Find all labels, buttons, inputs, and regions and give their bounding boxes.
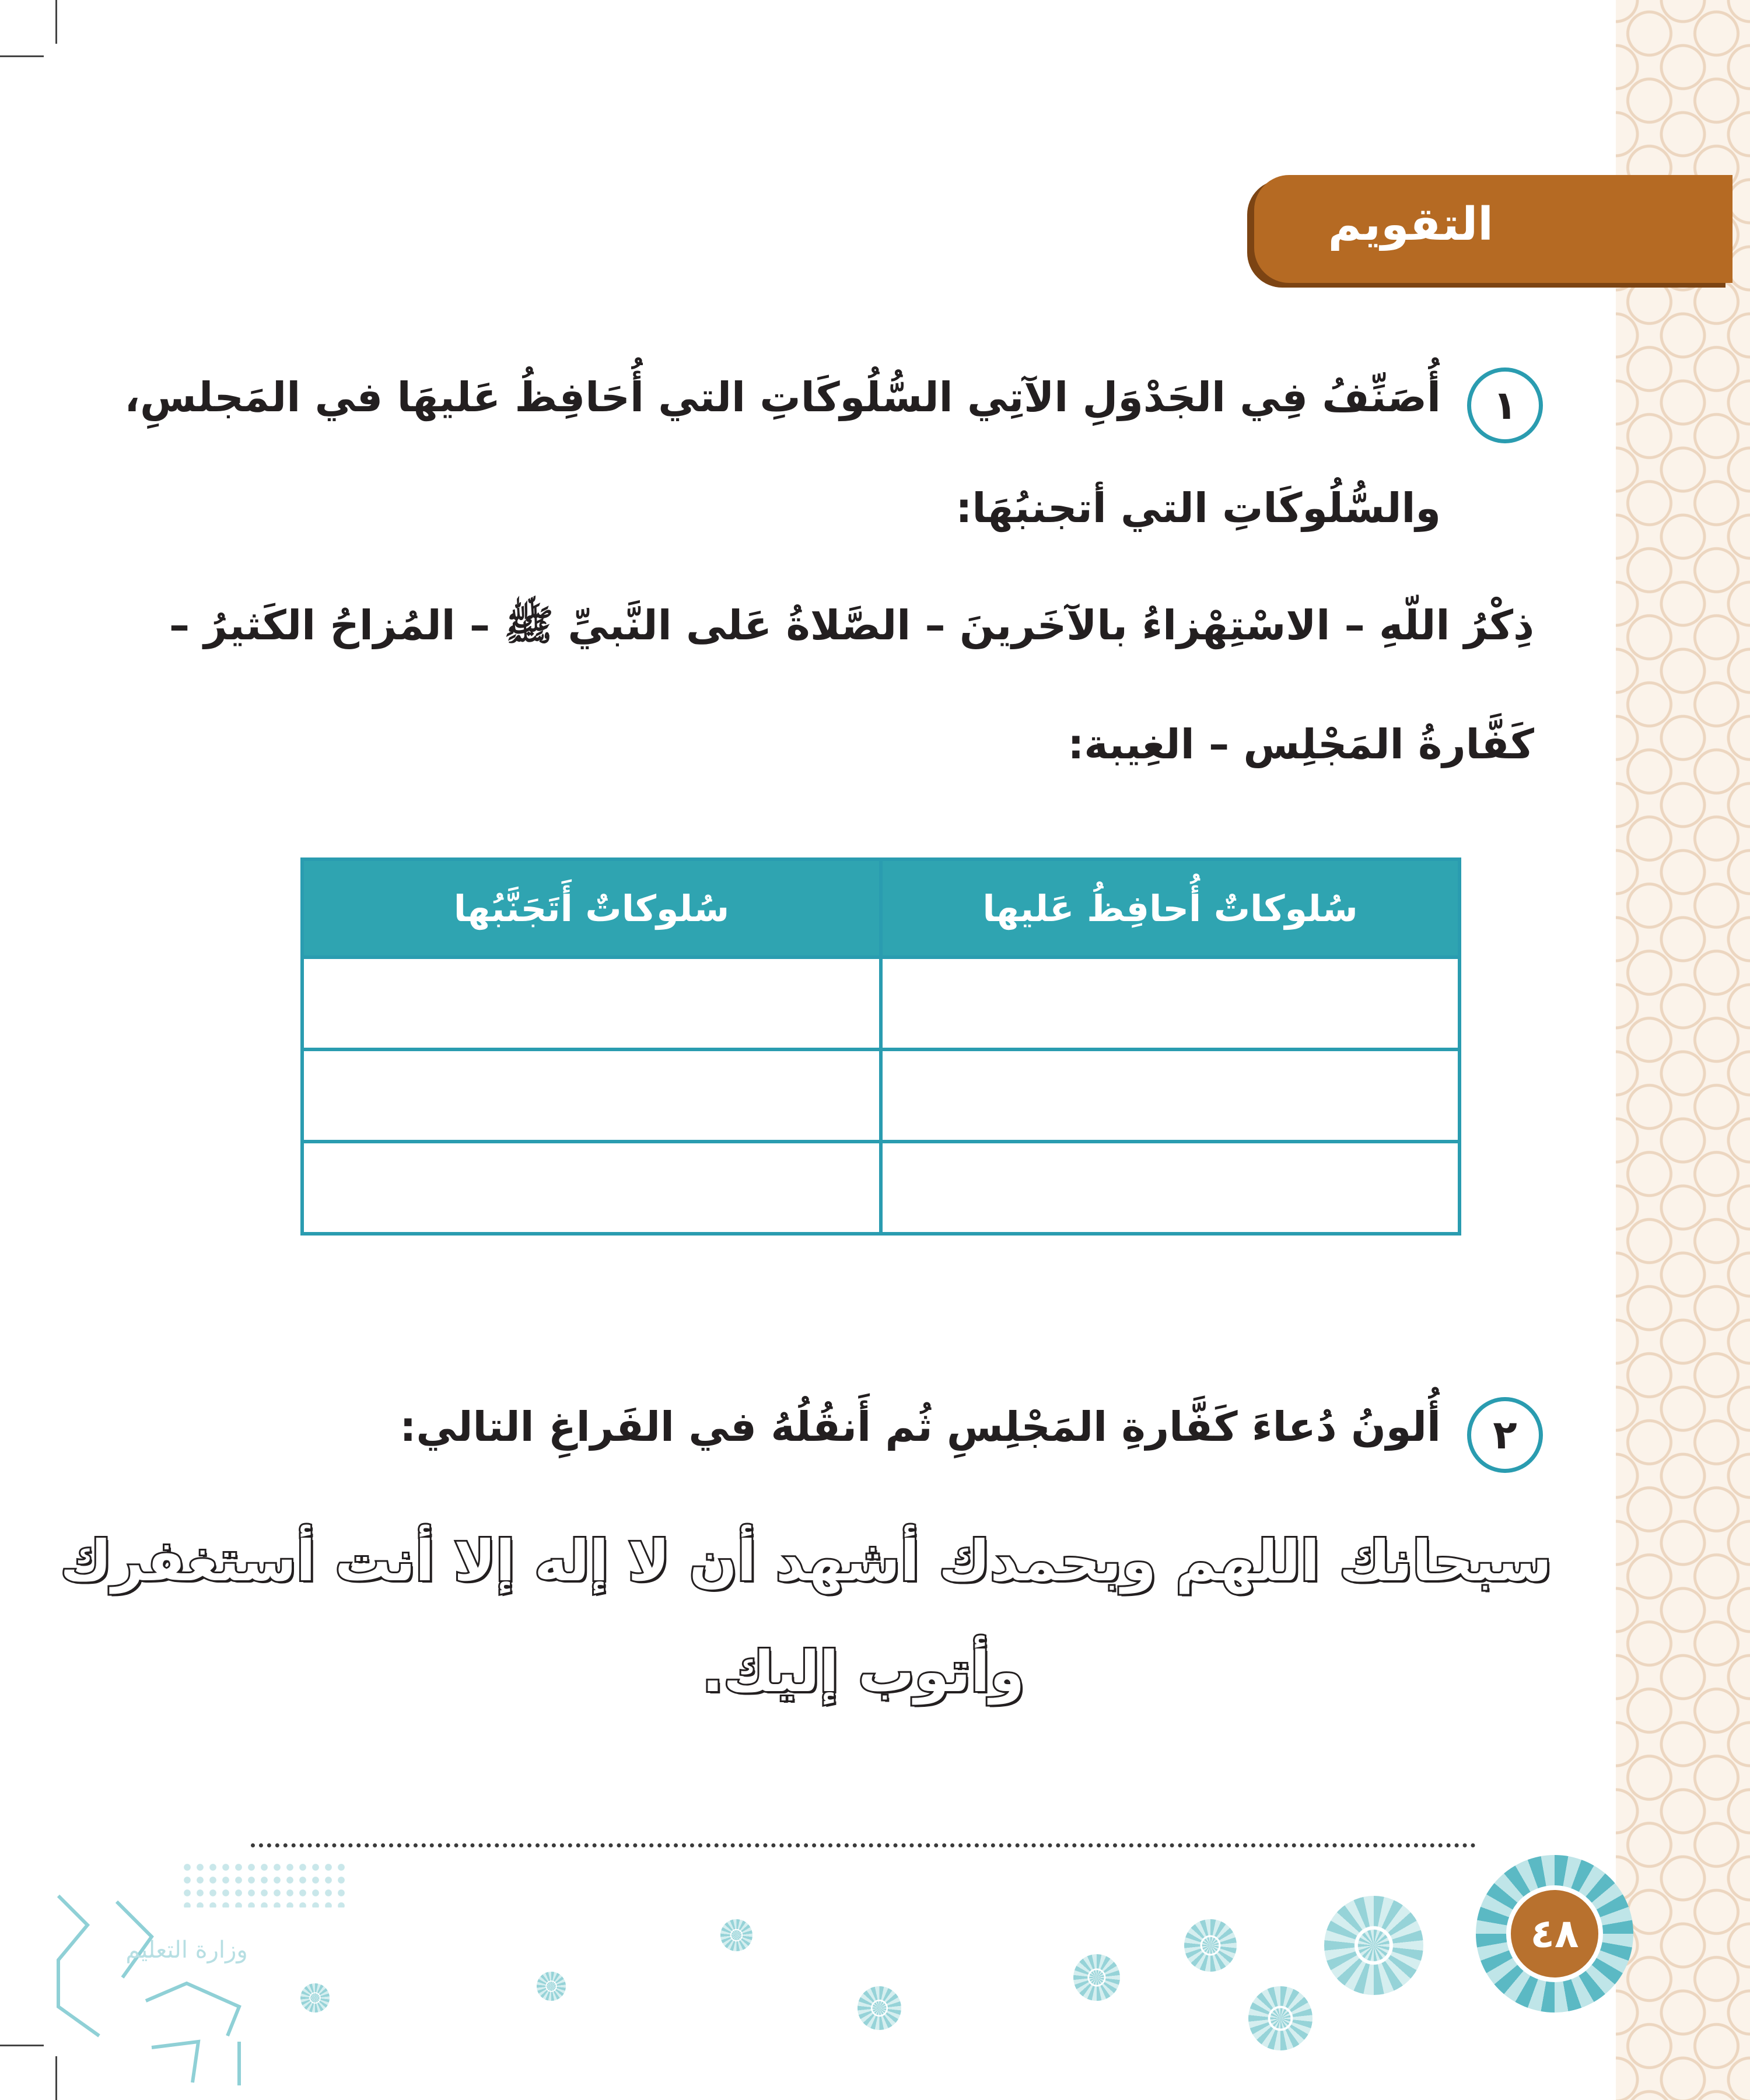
question-1-line-1: أُصَنِّفُ فِي الجَدْوَلِ الآتِي السُّلُوكَاتِ التي أُحَافِظُ عَليهَا في المَجلسِ، — [124, 373, 1441, 421]
dua-outline-line-1[interactable]: سبحانك اللهم وبحمدك أشهد أن لا إله إلا أنت أستغفرك — [60, 1528, 1552, 1594]
rosette-decoration — [1324, 1896, 1423, 1995]
question-2-number: ٢ — [1467, 1397, 1543, 1473]
answer-cell-keep-3[interactable] — [881, 1142, 1460, 1234]
geometric-lines-decoration — [52, 1890, 262, 2088]
answer-cell-keep-2[interactable] — [881, 1049, 1460, 1142]
rosette-decoration — [537, 1972, 566, 2001]
rosette-decoration — [1184, 1919, 1237, 1972]
page-number-rosette — [1476, 1855, 1633, 2013]
section-title: التقويم — [1328, 198, 1493, 251]
table-row — [302, 1142, 1460, 1234]
question-2-prompt: أُلونُ دُعاءَ كَفَّارةِ المَجْلِسِ ثُم أَنقُلُهُ في الفَراغِ التالي: — [400, 1403, 1441, 1451]
ministry-logo-dots — [181, 1861, 350, 1908]
side-pattern-decoration — [1616, 0, 1750, 2100]
ministry-logo-text: وزارة التعليم — [125, 1937, 248, 1964]
header-behaviors-avoid: سُلوكاتٌ أَتَجَنَّبُها — [302, 859, 881, 957]
answer-cell-avoid-3[interactable] — [302, 1142, 881, 1234]
answer-cell-avoid-2[interactable] — [302, 1049, 881, 1142]
crop-mark — [55, 0, 57, 44]
question-1-line-2: والسُّلُوكَاتِ التي أتجنبُهَا: — [956, 484, 1441, 532]
question-1-number: ١ — [1467, 368, 1543, 443]
rosette-decoration — [1073, 1954, 1120, 2001]
question-1-line-3: ذِكْرُ اللّهِ – الاسْتِهْزاءُ بالآخَرينَ – الصَّلاةُ عَلى النَّبيِّ ﷺ – المُزاحُ الكَثيرُ – — [169, 601, 1534, 649]
question-1-line-4: كَفَّارةُ المَجْلِس – الغِيبة: — [1068, 720, 1534, 768]
rosette-decoration — [300, 1983, 330, 2013]
table-row — [302, 1049, 1460, 1142]
table-header-row — [302, 859, 1460, 957]
classification-table — [300, 858, 1461, 1236]
crop-mark — [0, 55, 44, 57]
rosette-decoration — [720, 1919, 752, 1951]
header-behaviors-keep: سُلوكاتٌ أُحافِظُ عَليها — [881, 859, 1460, 957]
crop-mark — [0, 2045, 44, 2046]
rosette-decoration — [858, 1986, 901, 2030]
dua-outline-line-2[interactable]: وأتوب إليك. — [702, 1639, 1025, 1704]
answer-cell-keep-1[interactable] — [881, 957, 1460, 1049]
page-number: ٤٨ — [1511, 1890, 1598, 1978]
table-row — [302, 957, 1460, 1049]
section-banner — [1254, 175, 1732, 283]
writing-line[interactable] — [251, 1843, 1476, 1847]
rosette-decoration — [1248, 1986, 1312, 2050]
answer-cell-avoid-1[interactable] — [302, 957, 881, 1049]
